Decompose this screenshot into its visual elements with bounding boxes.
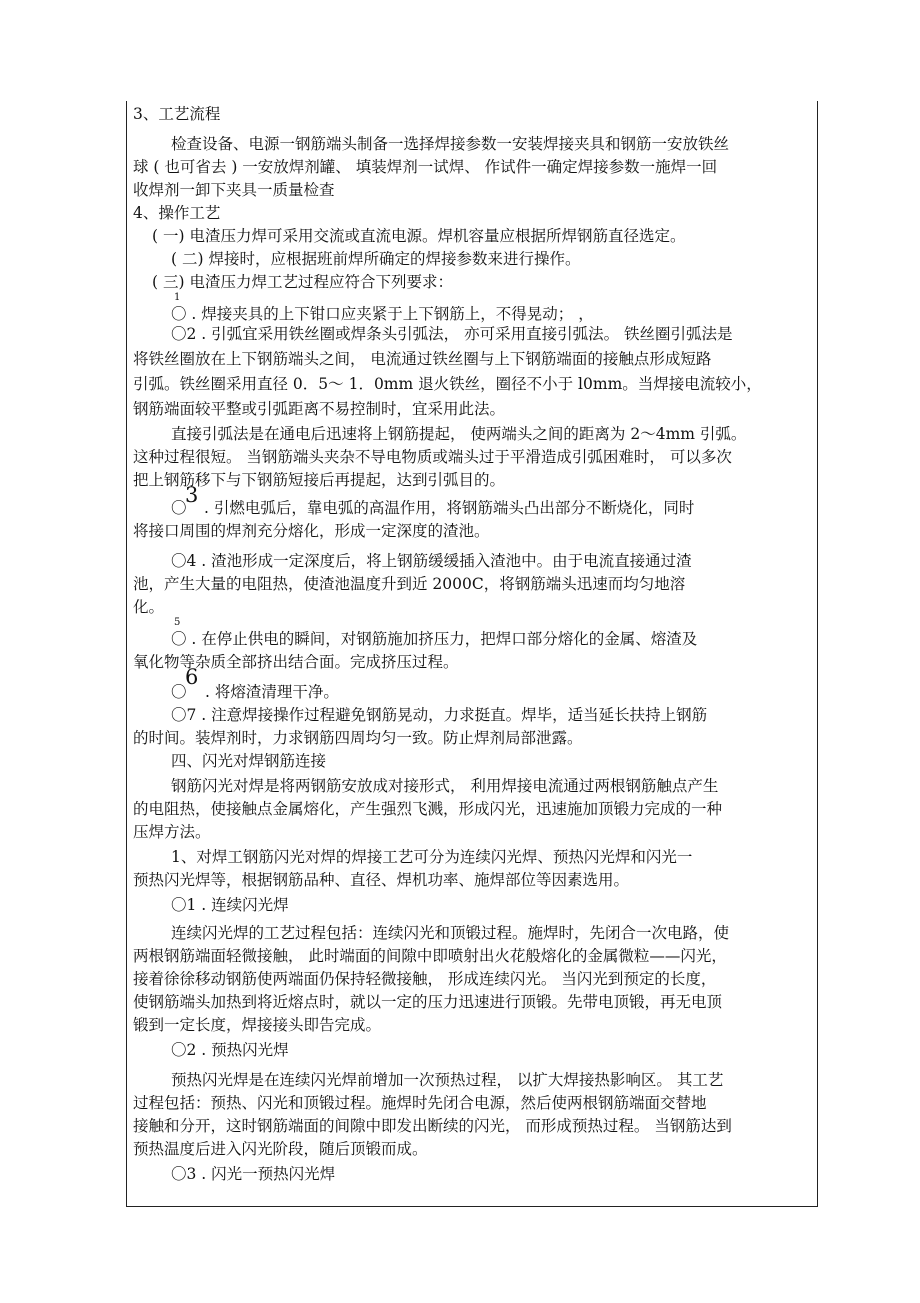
paragraph-line: 球 ( 也可省去 ) 一安放焊剂罐、 填装焊剂一试焊、 作试件一确定焊接参数一施焊一回 bbox=[133, 158, 718, 176]
paragraph-line: 压焊方法。 bbox=[133, 823, 211, 841]
paragraph-line: 〇4 . 渣池形成一定深度后，将上钢筋缓缓插入渣池中。由于电流直接通过渣 bbox=[171, 552, 692, 570]
paragraph-line: 将铁丝圈放在上下钢筋端头之间， 电流通过铁丝圈与上下钢筋端面的接触点形成短路 bbox=[133, 350, 712, 368]
paragraph-line: 将接口周围的焊剂充分熔化，形成一定深度的渣池。 bbox=[133, 522, 490, 540]
paragraph-line: 预热闪光焊等，根据钢筋品种、直径、焊机功率、施焊部位等因素选用。 bbox=[133, 871, 630, 889]
paragraph-line: ( 三) 电渣压力焊工艺过程应符合下列要求： bbox=[152, 273, 453, 291]
paragraph-line: 〇 . 在停止供电的瞬间，对钢筋施加挤压力，把焊口部分熔化的金属、熔渣及 bbox=[171, 630, 698, 648]
paragraph-line: 氧化物等杂质全部挤出结合面。完成挤压过程。 bbox=[133, 653, 459, 671]
paragraph-line: . 将熔渣清理干净。 bbox=[205, 683, 339, 701]
paragraph-line: 〇2 . 引弧宜采用铁丝圈或焊条头引弧法， 亦可采用直接引弧法。 铁丝圈引弧法是 bbox=[171, 325, 733, 343]
paragraph-line: 池，产生大量的电阻热，使渣池温度升到近 2000C，将钢筋端头迅速而均匀地溶 bbox=[133, 575, 686, 593]
subheading-flash-preheat: 〇3 . 闪光一预热闪光焊 bbox=[171, 1165, 336, 1183]
paragraph-line: 把上钢筋移下与下钢筋短接后再提起，达到引弧目的。 bbox=[133, 471, 506, 489]
item-circle: 〇 bbox=[171, 683, 187, 701]
paragraph-line: 钢筋端面较平整或引弧距离不易控制时，宜采用此法。 bbox=[133, 400, 506, 418]
heading-flash-welding: 四、闪光对焊钢筋连接 bbox=[171, 752, 327, 770]
paragraph-line: 接着徐徐移动钢筋使两端面仍保持轻微接触， 形成连续闪光。 当闪光到预定的长度， bbox=[133, 970, 717, 988]
subheading-continuous-flash: 〇1 . 连续闪光焊 bbox=[171, 896, 289, 914]
heading-process-flow: 3、工艺流程 bbox=[133, 105, 221, 123]
paragraph-line: 预热闪光焊是在连续闪光焊前增加一次预热过程， 以扩大焊接热影响区。 其工艺 bbox=[171, 1071, 724, 1089]
heading-operation: 4、操作工艺 bbox=[133, 204, 221, 222]
paragraph-line: 两根钢筋端面轻微接触， 此时端面的间隙中即喷射出火花般熔化的金属微粒——闪光， bbox=[133, 947, 727, 965]
paragraph-line: ( 二) 焊接时，应根据班前焊所确定的焊接参数来进行操作。 bbox=[171, 250, 581, 268]
paragraph-line: 化。 bbox=[133, 598, 165, 616]
paragraph-line: 连续闪光焊的工艺过程包括：连续闪光和顶锻过程。施焊时，先闭合一次电路，使 bbox=[171, 924, 730, 942]
paragraph-line: 的时间。装焊剂时，力求钢筋四周均匀一致。防止焊剂局部泄露。 bbox=[133, 729, 583, 747]
item-number: 5 bbox=[174, 617, 181, 628]
paragraph-line: 钢筋闪光对焊是将两钢筋安放成对接形式， 利用焊接电流通过两根钢筋触点产生 bbox=[171, 777, 719, 795]
paragraph-line: ( 一) 电渣压力焊可采用交流或直流电源。焊机容量应根据所焊钢筋直径选定。 bbox=[152, 227, 686, 245]
item-circle: 〇 bbox=[171, 499, 187, 517]
item-number: 6 bbox=[185, 665, 199, 689]
item-number: 3 bbox=[185, 483, 199, 507]
subheading-preheat-flash: 〇2 . 预热闪光焊 bbox=[171, 1041, 289, 1059]
paragraph-line: 〇 . 焊接夹具的上下钳口应夹紧于上下钢筋上，不得晃动； ， bbox=[171, 305, 594, 323]
paragraph-line: 的电阻热，使接触点金属熔化，产生强烈飞溅，形成闪光，迅速施加顶锻力完成的一种 bbox=[133, 800, 723, 818]
paragraph-line: 〇7 . 注意焊接操作过程避免钢筋晃动，力求挺直。焊毕，适当延长扶持上钢筋 bbox=[171, 706, 708, 724]
paragraph-line: 预热温度后进入闪光阶段，随后顶锻而成。 bbox=[133, 1140, 428, 1158]
paragraph-line: 使钢筋端头加热到将近熔点时，就以一定的压力迅速进行顶锻。先带电顶锻，再无电顶 bbox=[133, 993, 723, 1011]
paragraph-line: 1、对焊工钢筋闪光对焊的焊接工艺可分为连续闪光焊、预热闪光焊和闪光一 bbox=[171, 848, 693, 866]
paragraph-line: 收焊剂一卸下夹具一质量检查 bbox=[133, 181, 335, 199]
item-number: 1 bbox=[174, 292, 181, 303]
paragraph-line: 锻到一定长度，焊接接头即告完成。 bbox=[133, 1016, 382, 1034]
paragraph-line: 直接引弧法是在通电后迅速将上钢筋提起， 使两端头之间的距离为 2～4mm 引弧。 bbox=[171, 425, 747, 443]
paragraph-line: . 引燃电弧后，靠电弧的高温作用，将钢筋端头凸出部分不断烧化，同时 bbox=[204, 499, 695, 517]
paragraph-line: 过程包括：预热、闪光和顶锻过程。施焊时先闭合电源，然后使两根钢筋端面交替地 bbox=[133, 1094, 707, 1112]
paragraph-line: 检查设备、电源一钢筋端头制备一选择焊接参数一安装焊接夹具和钢筋一安放铁丝 bbox=[171, 135, 730, 153]
paragraph-line: 接触和分开，这时钢筋端面的间隙中即发出断续的闪光， 而形成预热过程。 当钢筋达到 bbox=[133, 1117, 732, 1135]
paragraph-line: 这种过程很短。 当钢筋端头夹杂不导电物质或端头过于平滑造成引弧困难时， 可以多次 bbox=[133, 448, 732, 466]
paragraph-line: 引弧。铁丝圈采用直径 0．5～ 1．0mm 退火铁丝，圈径不小于 l0mm。当焊接电流较小， bbox=[133, 375, 762, 393]
